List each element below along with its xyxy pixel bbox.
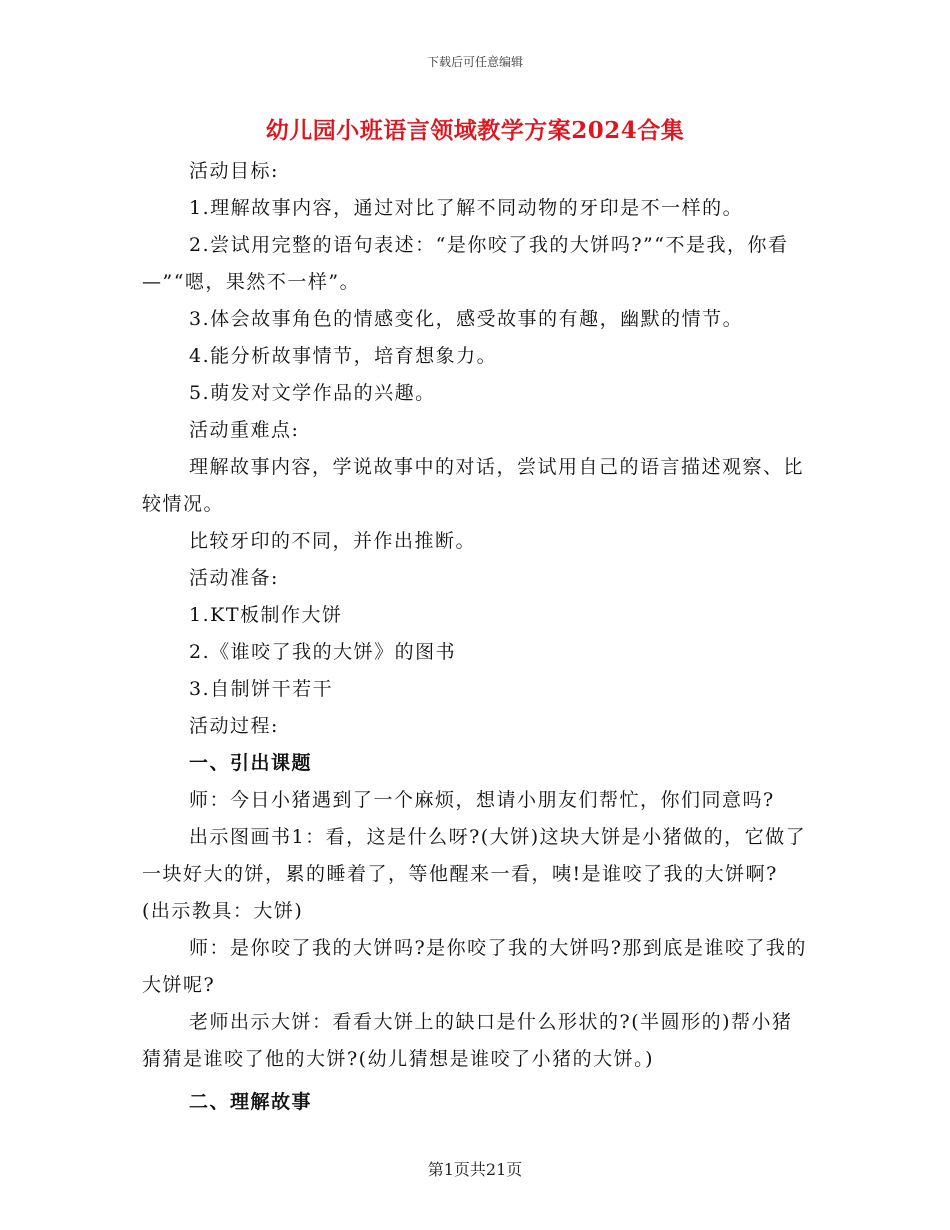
paragraph-process-3: 师：是你咬了我的大饼吗?是你咬了我的大饼吗?那到底是谁咬了我的大饼呢? bbox=[142, 937, 807, 996]
paragraph-preparation-3: 3.自制饼干若干 bbox=[189, 678, 334, 700]
paragraph-preparation-2: 2.《谁咬了我的大饼》的图书 bbox=[189, 641, 457, 663]
paragraph-objective-5: 5.萌发对文学作品的兴趣。 bbox=[189, 382, 436, 404]
paragraph-preparation-1: 1.KT板制作大饼 bbox=[189, 604, 343, 626]
paragraph-preparation-heading: 活动准备: bbox=[189, 567, 279, 589]
document-title: 幼儿园小班语言领域教学方案2024合集 bbox=[265, 117, 685, 144]
paragraph-objective-2: 2.尝试用完整的语句表述：“是你咬了我的大饼吗?”“不是我，你看—”“嗯，果然不一样”。 bbox=[142, 234, 789, 293]
paragraph-process-heading: 活动过程: bbox=[189, 715, 279, 737]
paragraph-process-1: 师：今日小猪遇到了一个麻烦，想请小朋友们帮忙，你们同意吗? bbox=[189, 789, 775, 811]
page-footer: 第1页共21页 bbox=[427, 1160, 523, 1179]
paragraph-objective-3: 3.体会故事角色的情感变化，感受故事的有趣，幽默的情节。 bbox=[189, 308, 744, 330]
paragraph-key-points-heading: 活动重难点: bbox=[189, 419, 300, 441]
paragraph-process-4: 老师出示大饼：看看大饼上的缺口是什么形状的?(半圆形的)帮小猪猜猜是谁咬了他的大饼?(幼儿猜想是谁咬了小猪的大饼。) bbox=[142, 1011, 793, 1070]
paragraph-objectives-heading: 活动目标: bbox=[189, 160, 279, 182]
paragraph-key-point-1: 理解故事内容，学说故事中的对话，尝试用自己的语言描述观察、比较情况。 bbox=[142, 456, 805, 515]
paragraph-key-point-2: 比较牙印的不同，并作出推断。 bbox=[189, 530, 477, 552]
section-heading-1: 一、引出课题 bbox=[189, 752, 313, 774]
document-body bbox=[142, 153, 807, 1121]
paragraph-objective-4: 4.能分析故事情节，培育想象力。 bbox=[189, 345, 498, 367]
page-header: 下载后可任意编辑 bbox=[426, 55, 523, 69]
paragraph-process-2: 出示图画书1：看，这是什么呀?(大饼)这块大饼是小猪做的，它做了一块好大的饼，累的睡着了，等他醒来一看，咦!是谁咬了我的大饼啊?(出示教具：大饼) bbox=[142, 826, 807, 922]
paragraph-objective-1: 1.理解故事内容，通过对比了解不同动物的牙印是不一样的。 bbox=[189, 197, 744, 219]
section-heading-2: 二、理解故事 bbox=[189, 1091, 313, 1113]
